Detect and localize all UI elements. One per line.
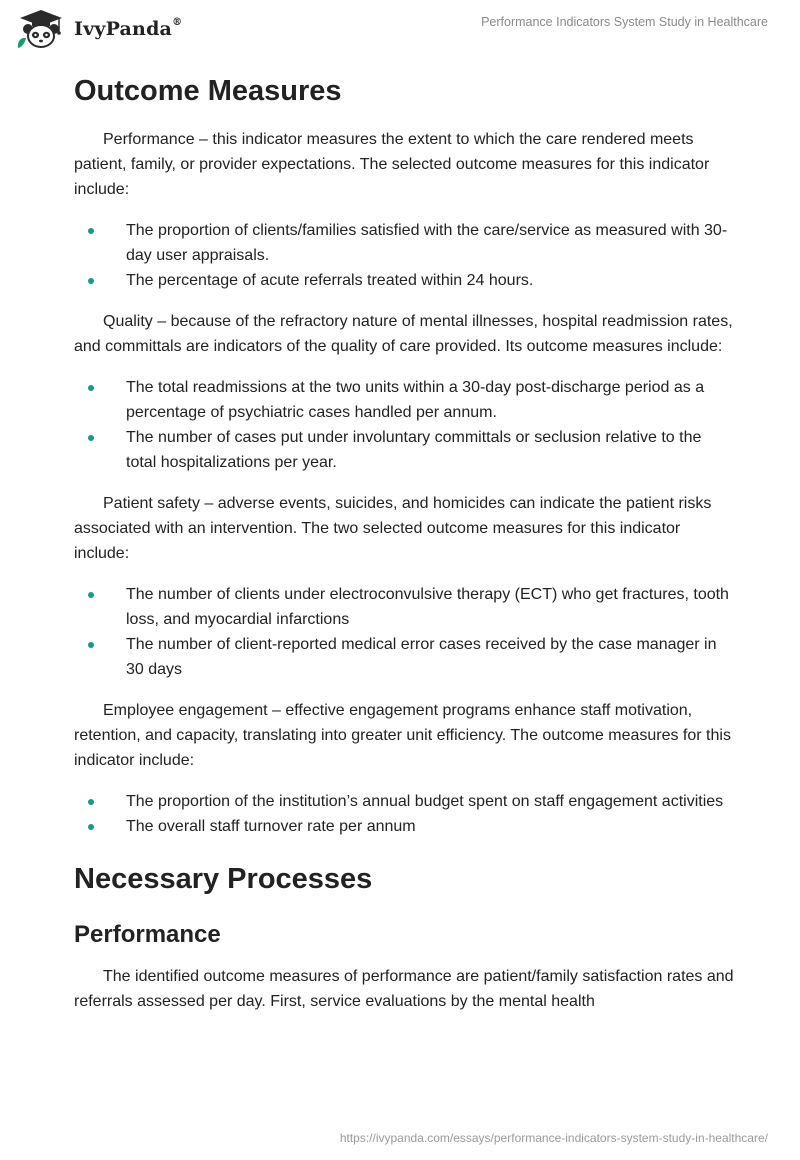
list-item (74, 582, 734, 632)
list-item (74, 375, 734, 425)
heading-necessary-processes: Necessary Processes (74, 863, 373, 895)
list-item (74, 268, 734, 293)
heading-outcome-measures: Outcome Measures (74, 75, 342, 107)
list-item-text: The overall staff turnover rate per annum (126, 818, 416, 835)
list-patient-safety (74, 582, 734, 682)
bullet-icon (88, 278, 94, 284)
bullet-icon (88, 592, 94, 598)
list-item-text: The percentage of acute referrals treated within 24 hours. (126, 272, 534, 289)
subheading-performance: Performance (74, 921, 221, 948)
brand-name-text: IvyPanda (74, 18, 173, 40)
list-item (74, 218, 734, 268)
bullet-icon (88, 642, 94, 648)
panda-graduation-icon (14, 8, 68, 50)
paragraph-performance-process: The identified outcome measures of performance are patient/family satisfaction rates and referrals assessed per day. First, service evaluations by the mental health (74, 968, 734, 1010)
list-item-text: The proportion of clients/families satisfied with the care/service as measured with 30-day user appraisals. (126, 222, 728, 264)
list-item-text: The number of client-reported medical error cases received by the case manager in 30 days (126, 636, 717, 678)
brand-name (74, 18, 182, 40)
running-head: Performance Indicators System Study in Healthcare (481, 15, 768, 29)
paragraph-performance: Performance – this indicator measures the extent to which the care rendered meets patient, family, or provider expectations. The selected outcome measures for this indicator include: (74, 131, 710, 198)
registered-mark: ® (172, 17, 183, 28)
bullet-icon (88, 385, 94, 391)
list-item-text: The total readmissions at the two units within a 30-day post-discharge period as a percentage of psychiatric cases handled per annum. (126, 379, 705, 421)
list-employee-engagement (74, 789, 734, 839)
footer-source-link[interactable]: https://ivypanda.com/essays/performance-indicators-system-study-in-healthcare/ (339, 1131, 768, 1145)
bullet-icon (88, 824, 94, 830)
list-item-text: The number of cases put under involuntary committals or seclusion relative to the total hospitalizations per year. (126, 429, 702, 471)
bullet-icon (88, 799, 94, 805)
list-item (74, 789, 734, 814)
bullet-icon (88, 435, 94, 441)
paragraph-employee-engagement: Employee engagement – effective engagement programs enhance staff motivation, retention, and capacity, translating into greater unit efficiency. The outcome measures for this indicator include: (74, 702, 731, 769)
list-item (74, 632, 734, 682)
bullet-icon (88, 228, 94, 234)
list-performance (74, 218, 734, 293)
paragraph-patient-safety: Patient safety – adverse events, suicides, and homicides can indicate the patient risks associated with an intervention. The two selected outcome measures for this indicator include: (74, 495, 712, 562)
list-item (74, 425, 734, 475)
article-body (74, 73, 734, 1030)
brand-logo[interactable] (14, 8, 182, 50)
list-item-text: The proportion of the institution’s annual budget spent on staff engagement activities (126, 793, 724, 810)
list-quality (74, 375, 734, 475)
paragraph-quality: Quality – because of the refractory nature of mental illnesses, hospital readmission rates, and committals are indicators of the quality of care provided. Its outcome measures include: (74, 313, 733, 355)
list-item-text: The number of clients under electroconvulsive therapy (ECT) who get fractures, tooth loss, and myocardial infarctions (126, 586, 729, 628)
list-item (74, 814, 734, 839)
